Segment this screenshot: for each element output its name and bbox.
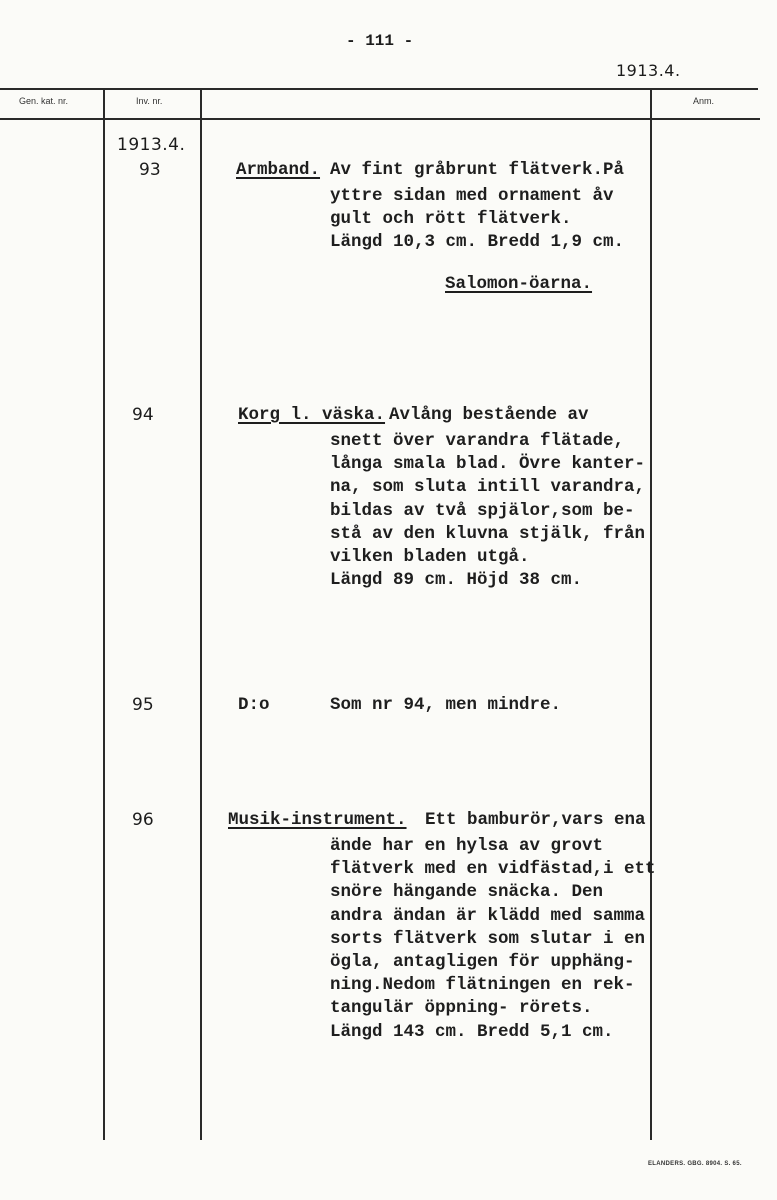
- description-line: långa smala blad. Övre kanter-: [330, 454, 646, 475]
- printer-mark: ELANDERS. GBG. 8904. S. 65.: [648, 1161, 742, 1167]
- series-header: 1913.4.: [616, 61, 681, 80]
- locality: Salomon-öarna.: [445, 274, 593, 294]
- description-line: bildas av två spjälor,som be-: [330, 500, 635, 521]
- description-line: na, som sluta intill varandra,: [330, 477, 646, 498]
- description-line: tangulär öppning- rörets.: [330, 998, 593, 1019]
- catalog-entry-95: [0, 695, 777, 715]
- column-header-gen-kat-nr: Gen. kat. nr.: [19, 96, 69, 106]
- description-line: ände har en hylsa av grovt: [330, 836, 604, 856]
- description-line: Längd 89 cm. Höjd 38 cm.: [330, 570, 583, 591]
- description-line: yttre sidan med ornament åv: [330, 186, 614, 206]
- description-line: Ett bamburör,vars ena: [425, 810, 646, 830]
- description-line: Som nr 94, men mindre.: [330, 695, 562, 715]
- inv-number: 93: [139, 160, 161, 180]
- description-line: flätverk med en vidfästad,i ett: [330, 859, 656, 880]
- catalog-entry-94: [0, 405, 777, 591]
- header-bottom-rule: [0, 118, 760, 120]
- description-line: vilken bladen utgå.: [330, 547, 530, 568]
- object-title: Musik-instrument.: [228, 810, 407, 830]
- description-block: [330, 431, 645, 593]
- series-label: 1913.4.: [117, 135, 186, 155]
- description-line: sorts flätverk som slutar i en: [330, 928, 646, 949]
- description-block: [330, 186, 624, 256]
- catalog-entry-96: [0, 810, 777, 1042]
- description-line: andra ändan är klädd med samma: [330, 905, 646, 926]
- column-divider-gen-inv: [103, 88, 105, 1140]
- catalog-entry-93: [0, 160, 777, 294]
- object-title: Armband.: [236, 160, 321, 180]
- header-top-rule: [0, 88, 758, 90]
- description-block: [330, 836, 656, 1045]
- column-header-inv-nr: Inv. nr.: [136, 96, 163, 106]
- description-line: stå av den kluvna stjälk, från: [330, 523, 646, 544]
- inv-number: 94: [132, 405, 154, 425]
- description-line: gult och rött flätverk.: [330, 209, 572, 230]
- page-number: - 111 -: [346, 32, 414, 50]
- description-line: Längd 10,3 cm. Bredd 1,9 cm.: [330, 232, 625, 253]
- description-line: Avlång bestående av: [389, 405, 589, 425]
- description-line: Längd 143 cm. Bredd 5,1 cm.: [330, 1021, 614, 1042]
- description-line: ning.Nedom flätningen en rek-: [330, 975, 635, 996]
- description-line: snett över varandra flätade,: [330, 431, 625, 451]
- description-line: snöre hängande snäcka. Den: [330, 882, 604, 903]
- column-header-anm: Anm.: [693, 96, 715, 106]
- inv-number: 96: [132, 810, 154, 830]
- object-title: Korg l. väska.: [238, 405, 386, 425]
- column-divider-inv-text: [200, 88, 202, 1140]
- object-title: D:o: [238, 695, 270, 715]
- inv-number: 95: [132, 695, 154, 715]
- description-line: ögla, antagligen för upphäng-: [330, 952, 635, 973]
- description-line: Av fint gråbrunt flätverk.På: [330, 160, 625, 180]
